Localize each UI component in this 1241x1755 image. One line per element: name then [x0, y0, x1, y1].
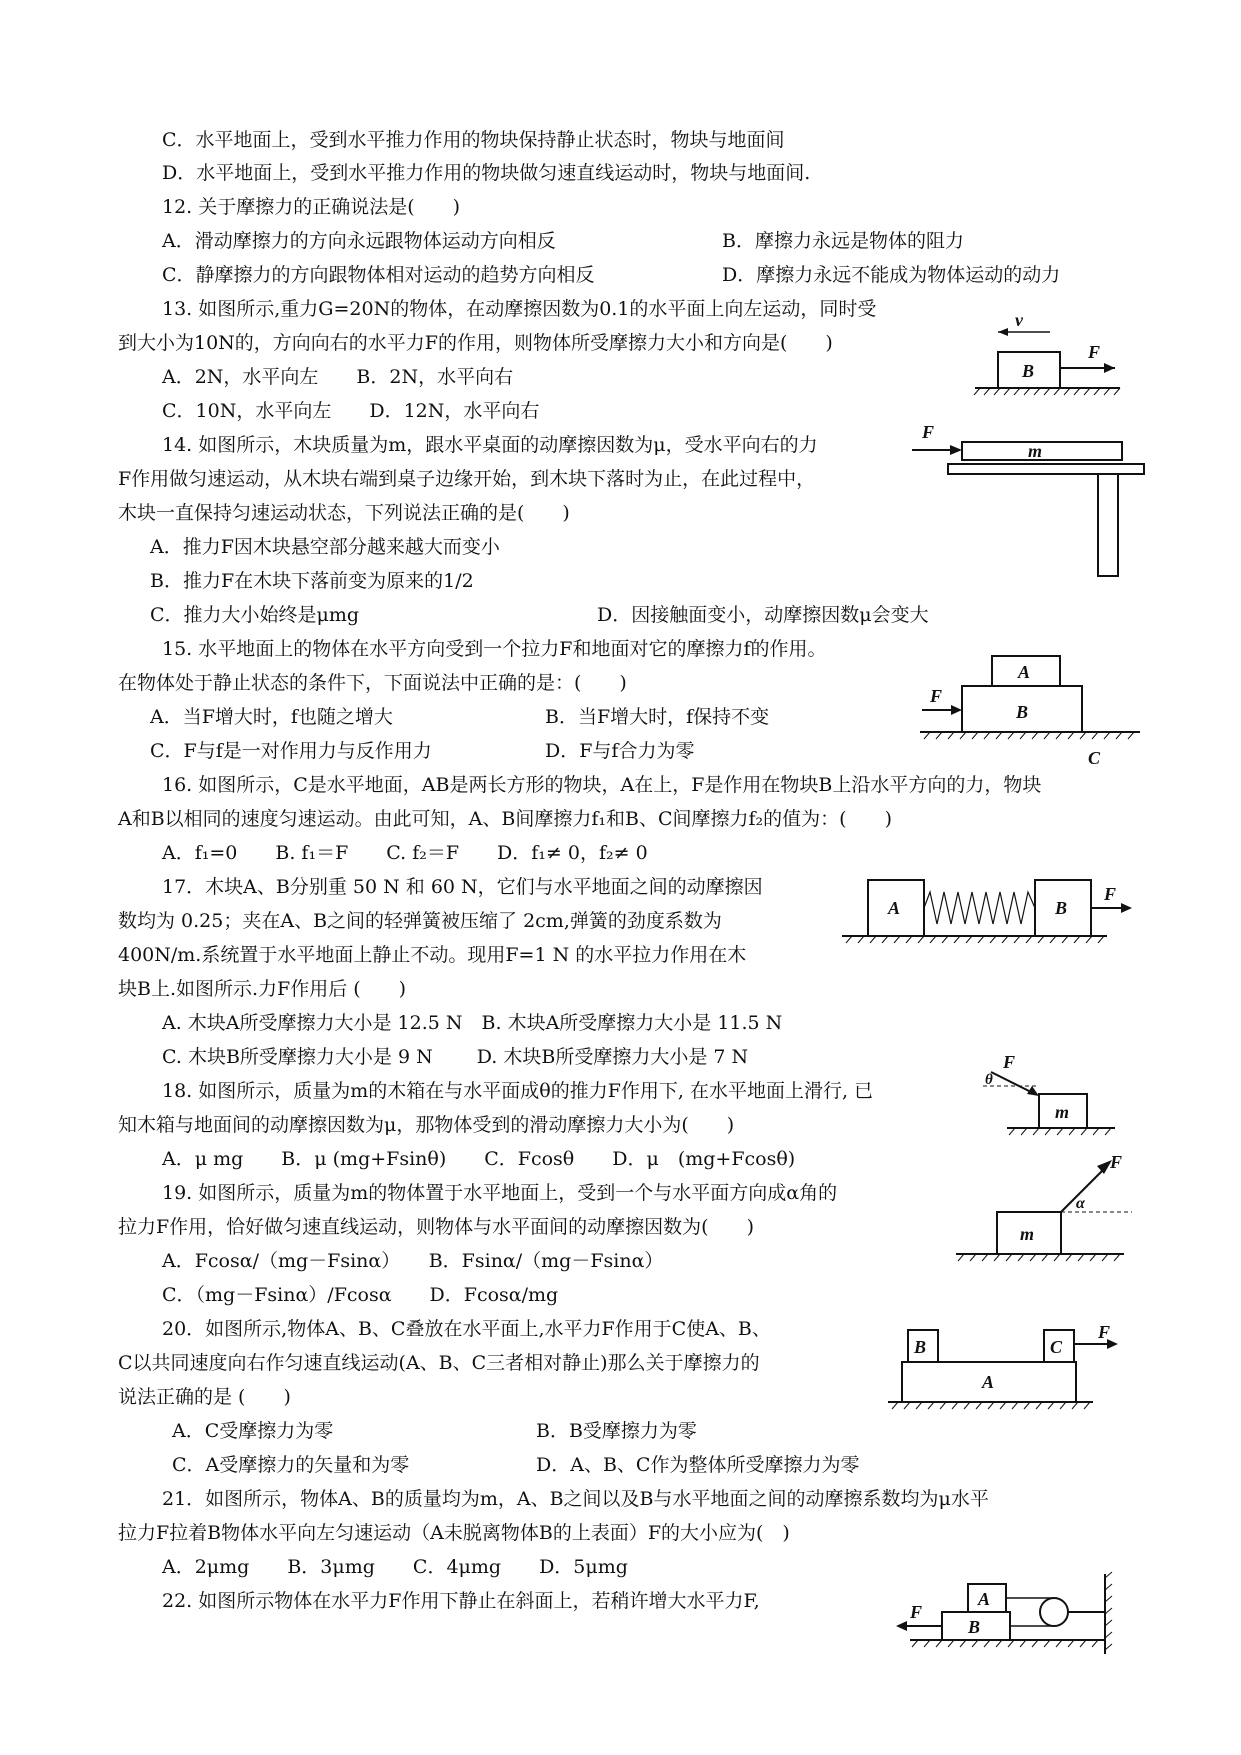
text-line: 知木箱与地面间的动摩擦因数为μ，那物体受到的滑动摩擦力大小为( ) — [118, 1114, 735, 1136]
option-c: C．F与f是一对作用力与反作用力 — [150, 740, 432, 762]
text-line: 400N/m.系统置于水平地面上静止不动。现用F=1 N 的水平拉力作用在木 — [118, 944, 747, 966]
label-f: F — [1110, 1152, 1123, 1172]
label-f: F — [1003, 1052, 1016, 1072]
options-ab: A．Fcosα/（mg－Fsinα） B．Fsinα/（mg－Fsinα） — [162, 1250, 664, 1272]
text-line: A和B以相同的速度匀速运动。由此可知，A、B间摩擦力f₁和B、C间摩擦力f₂的值为：( ) — [118, 808, 892, 830]
question-18: 18. 如图所示，质量为m的木箱在与水平面成θ的推力F作用下, 在水平地面上滑行, 已 — [162, 1080, 874, 1102]
question-22: 22. 如图所示物体在水平力F作用下静止在斜面上，若稍许增大水平力F, — [162, 1590, 760, 1612]
spring — [924, 892, 1035, 924]
figure-17 — [842, 872, 1137, 954]
figure-19 — [952, 1148, 1137, 1263]
options: A．2μmg B．3μmg C．4μmg D．5μmg — [162, 1556, 628, 1578]
figure-13 — [970, 310, 1120, 395]
text-line: 在物体处于静止状态的条件下，下面说法中正确的是：( ) — [118, 672, 627, 694]
label-f: F — [930, 686, 943, 706]
text-line: C．水平地面上，受到水平推力作用的物块保持静止状态时，物块与地面间 — [162, 129, 785, 151]
option-a: A．推力F因木块悬空部分越来越大而变小 — [150, 536, 500, 558]
label-b: B — [1022, 361, 1035, 381]
figure-20 — [888, 1322, 1138, 1432]
text-line: 到大小为10N的，方向向右的水平力F的作用，则物体所受摩擦力大小和方向是( ) — [118, 332, 833, 354]
option-d: D．F与f合力为零 — [545, 740, 695, 762]
question-14: 14. 如图所示，木块质量为m，跟水平桌面的动摩擦因数为μ，受水平向右的力 — [162, 434, 818, 456]
option-b: B．当F增大时，f保持不变 — [545, 706, 770, 728]
label-c: C — [1050, 1337, 1063, 1357]
figure-21 — [890, 1568, 1140, 1663]
option-b: B．摩擦力永远是物体的阻力 — [722, 230, 964, 252]
label-f: F — [1104, 884, 1117, 904]
label-c: C — [1088, 748, 1101, 768]
figure-15 — [920, 652, 1145, 770]
text-line: 数均为 0.25；夹在A、B之间的轻弹簧被压缩了 2cm,弹簧的劲度系数为 — [118, 910, 722, 932]
label-theta: θ — [985, 1072, 993, 1088]
option-b: B．推力F在木块下落前变为原来的1/2 — [150, 570, 474, 592]
question-21: 21．如图所示，物体A、B的质量均为m，A、B之间以及B与水平地面之间的动摩擦系数均为μ水平 — [162, 1488, 989, 1510]
options: A．f₁=0 B. f₁＝F C. f₂＝F D．f₁≠ 0，f₂≠ 0 — [162, 842, 648, 864]
option-c: C．静摩擦力的方向跟物体相对运动的趋势方向相反 — [162, 264, 595, 286]
options: A．μ mg B．μ (mg+Fsinθ) C．Fcosθ D．μ (mg+Fcosθ) — [162, 1148, 796, 1170]
text-line: 说法正确的是 ( ) — [118, 1386, 291, 1408]
question-16: 16. 如图所示，C是水平地面，AB是两长方形的物块，A在上，F是作用在物块B上沿水平方向的力，物块 — [162, 774, 1042, 796]
label-m: m — [1020, 1224, 1035, 1244]
option-d: D．因接触面变小，动摩擦因数μ会变大 — [597, 604, 929, 626]
label-v: v — [1015, 310, 1023, 330]
figure-18 — [975, 1050, 1120, 1140]
text-line: 木块一直保持匀速运动状态，下列说法正确的是( ) — [118, 502, 570, 524]
label-a: A — [982, 1372, 995, 1392]
pulley — [1040, 1598, 1068, 1626]
text-line: 拉力F拉着B物体水平向左匀速运动（A未脱离物体B的上表面）F的大小应为( ) — [118, 1522, 790, 1544]
figure-14 — [910, 420, 1145, 580]
option-a: A．C受摩擦力为零 — [172, 1420, 334, 1442]
label-a: A — [978, 1589, 991, 1609]
options-cd: C. 木块B所受摩擦力大小是 9 N D. 木块B所受摩擦力大小是 7 N — [162, 1046, 749, 1068]
question-13: 13. 如图所示,重力G=20N的物体，在动摩擦因数为0.1的水平面上向左运动，同时受 — [162, 298, 877, 320]
label-alpha: α — [1076, 1195, 1085, 1212]
question-20: 20．如图所示,物体A、B、C叠放在水平面上,水平力F作用于C使A、B、 — [162, 1318, 771, 1340]
label-f: F — [1098, 1322, 1111, 1342]
label-b: B — [914, 1337, 927, 1357]
label-m: m — [1055, 1102, 1070, 1122]
option-a: A．当F增大时，f也随之增大 — [150, 706, 393, 728]
question-19: 19. 如图所示，质量为m的物体置于水平地面上，受到一个与水平面方向成α角的 — [162, 1182, 838, 1204]
text-line: F作用做匀速运动，从木块右端到桌子边缘开始，到木块下落时为止，在此过程中， — [118, 468, 816, 490]
option-d: D．摩擦力永远不能成为物体运动的动力 — [722, 264, 1061, 286]
label-b: B — [1016, 702, 1029, 722]
label-b: B — [968, 1617, 981, 1637]
options-cd: C．（mg－Fsinα）/Fcosα D．Fcosα/mg — [162, 1284, 559, 1306]
question-15: 15. 水平地面上的物体在水平方向受到一个拉力F和地面对它的摩擦力f的作用。 — [162, 638, 827, 660]
question-17: 17．木块A、B分别重 50 N 和 60 N，它们与水平地面之间的动摩擦因 — [162, 876, 763, 898]
option-d: D．A、B、C作为整体所受摩擦力为零 — [536, 1454, 860, 1476]
label-f: F — [1088, 342, 1101, 362]
text-line: C以共同速度向右作匀速直线运动(A、B、C三者相对静止)那么关于摩擦力的 — [118, 1352, 760, 1374]
label-m: m — [1028, 441, 1043, 461]
text-line: 拉力F作用，恰好做匀速直线运动，则物体与水平面间的动摩擦因数为( ) — [118, 1216, 755, 1238]
option-c: C．推力大小始终是μmg — [150, 604, 360, 626]
option-c: C．A受摩擦力的矢量和为零 — [172, 1454, 410, 1476]
label-a: A — [1018, 662, 1031, 682]
text-line: 块B上.如图所示.力F作用后 ( ) — [118, 978, 407, 1000]
label-a: A — [888, 898, 901, 918]
options-cd: C．10N，水平向左 D．12N，水平向右 — [162, 400, 540, 422]
text-line: D．水平地面上，受到水平推力作用的物块做匀速直线运动时，物块与地面间. — [162, 162, 811, 184]
options-ab: A．2N，水平向左 B．2N，水平向右 — [162, 366, 514, 388]
option-a: A．滑动摩擦力的方向永远跟物体运动方向相反 — [162, 230, 556, 252]
label-f: F — [922, 422, 935, 442]
label-f: F — [910, 1602, 923, 1622]
question-12: 12. 关于摩擦力的正确说法是( ) — [162, 196, 461, 218]
options-ab: A. 木块A所受摩擦力大小是 12.5 N B. 木块A所受摩擦力大小是 11.5 N — [162, 1012, 783, 1034]
label-b: B — [1055, 898, 1068, 918]
option-b: B．B受摩擦力为零 — [536, 1420, 697, 1442]
